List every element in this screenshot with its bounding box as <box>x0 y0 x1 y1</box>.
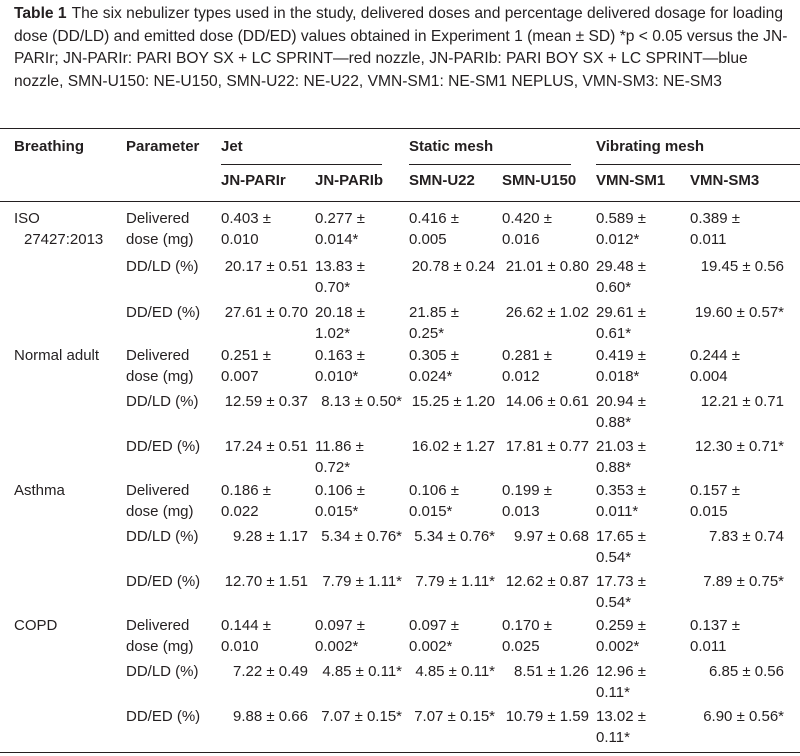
value-line: 0.244 ± <box>690 347 740 364</box>
value-cell <box>409 345 459 387</box>
value-cell <box>514 526 589 547</box>
parameter-line: Delivered <box>126 617 190 634</box>
value-line: 0.012 <box>502 368 540 385</box>
value-line: 17.65 ± <box>596 528 646 545</box>
value-cell <box>690 208 740 250</box>
top-rule <box>0 128 800 129</box>
breathing-line: 27427:2013 <box>24 231 104 248</box>
value-line: 20.17 ± 0.51 <box>224 258 308 275</box>
value-line: 12.96 ± <box>596 663 646 680</box>
value-line: 0.403 ± <box>221 210 271 227</box>
parameter-line: DD/ED (%) <box>126 438 201 455</box>
value-line: 0.010 <box>221 231 259 248</box>
value-line: 0.106 ± <box>409 482 459 499</box>
value-line: 0.70* <box>315 279 351 296</box>
parameter-label <box>126 345 194 387</box>
parameter-label <box>126 480 194 522</box>
value-line: 0.012* <box>596 231 640 248</box>
value-line: 12.70 ± 1.51 <box>224 573 308 590</box>
value-cell <box>596 436 646 478</box>
value-cell <box>233 706 308 727</box>
value-line: 0.25* <box>409 325 445 342</box>
value-cell <box>409 302 459 344</box>
value-line: 0.018* <box>596 368 640 385</box>
col-vmn-sm1: VMN-SM1 <box>596 172 666 189</box>
value-cell <box>225 391 308 412</box>
value-line: 4.85 ± 0.11* <box>415 663 495 680</box>
value-line: 0.106 ± <box>315 482 365 499</box>
value-line: 0.002* <box>315 638 359 655</box>
value-cell <box>409 615 459 657</box>
value-line: 0.007 <box>221 368 259 385</box>
value-cell <box>506 302 589 323</box>
breathing-line: ISO <box>14 210 40 227</box>
value-cell <box>412 256 495 277</box>
value-line: 0.281 ± <box>502 347 552 364</box>
value-line: 7.89 ± 0.75* <box>703 573 784 590</box>
parameter-label <box>126 391 199 412</box>
value-line: 7.07 ± 0.15* <box>414 708 495 725</box>
value-cell <box>596 345 646 387</box>
value-line: 0.010 <box>221 638 259 655</box>
value-line: 13.83 ± <box>315 258 365 275</box>
value-line: 4.85 ± 0.11* <box>322 663 402 680</box>
value-line: 0.589 ± <box>596 210 646 227</box>
value-cell <box>315 615 365 657</box>
group-jet: Jet <box>221 138 243 155</box>
parameter-line: DD/LD (%) <box>126 258 199 275</box>
group-vibrating-mesh: Vibrating mesh <box>596 138 705 155</box>
value-line: 0.002* <box>409 638 453 655</box>
value-cell <box>506 706 589 727</box>
value-line: 5.34 ± 0.76* <box>414 528 495 545</box>
value-line: 0.011 <box>690 231 727 248</box>
value-line: 0.097 ± <box>315 617 365 634</box>
value-line: 0.002* <box>596 638 640 655</box>
value-line: 20.78 ± 0.24 <box>411 258 495 275</box>
value-cell <box>315 208 365 250</box>
value-line: 20.18 ± <box>315 304 365 321</box>
value-cell <box>506 571 589 592</box>
parameter-line: DD/ED (%) <box>126 708 201 725</box>
parameter-label <box>126 526 199 547</box>
value-line: 0.88* <box>596 414 632 431</box>
parameter-line: dose (mg) <box>126 368 194 385</box>
value-line: 7.79 ± 1.11* <box>322 573 402 590</box>
value-line: 0.61* <box>596 325 632 342</box>
header-breathing: Breathing <box>14 138 85 155</box>
value-cell <box>225 436 308 457</box>
value-line: 0.004 <box>690 368 728 385</box>
value-cell <box>596 302 646 344</box>
value-cell <box>695 302 784 323</box>
col-vmn-sm3: VMN-SM3 <box>690 172 760 189</box>
value-cell <box>695 436 784 457</box>
value-line: 17.81 ± 0.77 <box>505 438 589 455</box>
value-cell <box>703 706 784 727</box>
value-cell <box>596 208 646 250</box>
value-line: 10.79 ± 1.59 <box>505 708 589 725</box>
value-cell <box>315 436 364 478</box>
value-line: 21.85 ± <box>409 304 459 321</box>
parameter-line: DD/ED (%) <box>126 304 201 321</box>
value-line: 7.22 ± 0.49 <box>233 663 308 680</box>
value-line: 12.62 ± 0.87 <box>505 573 589 590</box>
value-line: 26.62 ± 1.02 <box>505 304 589 321</box>
value-line: 6.85 ± 0.56 <box>709 663 784 680</box>
value-cell <box>709 661 784 682</box>
value-line: 17.73 ± <box>596 573 646 590</box>
value-line: 9.88 ± 0.66 <box>233 708 308 725</box>
value-cell <box>415 571 495 592</box>
value-cell <box>596 571 646 613</box>
value-line: 21.01 ± 0.80 <box>505 258 589 275</box>
value-line: 0.259 ± <box>596 617 646 634</box>
parameter-label <box>126 615 194 657</box>
parameter-label <box>126 302 200 323</box>
value-line: 0.277 ± <box>315 210 365 227</box>
header-rule <box>0 201 800 202</box>
group-rule-vibrating <box>596 164 800 165</box>
value-line: 0.199 ± <box>502 482 552 499</box>
value-line: 0.60* <box>596 279 632 296</box>
value-cell <box>596 480 646 522</box>
col-smn-u22: SMN-U22 <box>409 172 475 189</box>
value-line: 5.34 ± 0.76* <box>321 528 402 545</box>
value-line: 0.097 ± <box>409 617 459 634</box>
value-line: 0.11* <box>596 729 630 746</box>
value-cell <box>221 345 271 387</box>
value-line: 0.419 ± <box>596 347 646 364</box>
value-line: 0.170 ± <box>502 617 552 634</box>
value-line: 7.07 ± 0.15* <box>321 708 402 725</box>
value-cell <box>415 661 495 682</box>
parameter-label <box>126 706 200 727</box>
value-line: 16.02 ± 1.27 <box>411 438 495 455</box>
value-line: 0.353 ± <box>596 482 646 499</box>
value-cell <box>701 256 784 277</box>
value-line: 15.25 ± 1.20 <box>411 393 495 410</box>
value-line: 0.54* <box>596 549 632 566</box>
value-cell <box>506 256 589 277</box>
value-line: 0.014* <box>315 231 359 248</box>
caption-label: Table 1 <box>14 5 67 22</box>
table-caption <box>14 3 798 93</box>
value-line: 19.45 ± 0.56 <box>700 258 784 275</box>
value-cell <box>690 345 740 387</box>
value-cell <box>315 302 365 344</box>
col-jn-parir: JN-PARIr <box>221 172 286 189</box>
value-line: 0.420 ± <box>502 210 552 227</box>
value-line: 8.13 ± 0.50* <box>321 393 402 410</box>
value-line: 12.30 ± 0.71* <box>694 438 784 455</box>
value-cell <box>414 526 495 547</box>
value-line: 19.60 ± 0.57* <box>694 304 784 321</box>
value-cell <box>596 706 646 748</box>
value-cell <box>315 345 365 387</box>
value-cell <box>709 526 784 547</box>
value-cell <box>315 480 365 522</box>
value-cell <box>322 571 402 592</box>
value-line: 12.21 ± 0.71 <box>700 393 784 410</box>
value-cell <box>506 436 589 457</box>
value-line: 0.305 ± <box>409 347 459 364</box>
value-line: 7.83 ± 0.74 <box>709 528 784 545</box>
parameter-label <box>126 436 200 457</box>
value-cell <box>690 615 740 657</box>
parameter-line: Delivered <box>126 210 190 227</box>
value-cell <box>596 661 646 703</box>
parameter-line: dose (mg) <box>126 231 194 248</box>
value-cell <box>412 391 495 412</box>
value-line: 14.06 ± 0.61 <box>505 393 589 410</box>
value-line: 9.97 ± 0.68 <box>514 528 589 545</box>
value-cell <box>315 256 365 298</box>
value-cell <box>703 571 784 592</box>
parameter-label <box>126 208 194 250</box>
value-line: 0.416 ± <box>409 210 459 227</box>
value-cell <box>321 706 402 727</box>
value-cell <box>514 661 589 682</box>
value-cell <box>596 391 646 433</box>
value-cell <box>701 391 784 412</box>
parameter-line: Delivered <box>126 347 190 364</box>
parameter-label <box>126 256 199 277</box>
value-line: 0.157 ± <box>690 482 740 499</box>
value-cell <box>221 480 271 522</box>
group-rule-static <box>409 164 571 165</box>
bottom-rule <box>0 752 800 753</box>
value-cell <box>412 436 495 457</box>
parameter-label <box>126 571 200 592</box>
value-line: 11.86 ± <box>315 438 364 455</box>
value-line: 0.389 ± <box>690 210 740 227</box>
value-cell <box>506 391 589 412</box>
value-cell <box>409 208 459 250</box>
value-line: 0.11* <box>596 684 630 701</box>
value-line: 0.015 <box>690 503 728 520</box>
value-cell <box>321 526 402 547</box>
value-line: 13.02 ± <box>596 708 646 725</box>
value-cell <box>596 526 646 568</box>
value-line: 0.88* <box>596 459 632 476</box>
value-line: 0.137 ± <box>690 617 740 634</box>
value-cell <box>596 615 646 657</box>
value-cell <box>596 256 646 298</box>
value-line: 0.015* <box>409 503 453 520</box>
value-cell <box>690 480 740 522</box>
value-cell <box>233 661 308 682</box>
value-line: 0.011* <box>596 503 639 520</box>
value-line: 7.79 ± 1.11* <box>415 573 495 590</box>
value-cell <box>321 391 402 412</box>
header-parameter: Parameter <box>126 138 200 155</box>
value-line: 1.02* <box>315 325 351 342</box>
value-line: 0.186 ± <box>221 482 271 499</box>
value-cell <box>225 302 308 323</box>
parameter-line: DD/ED (%) <box>126 573 201 590</box>
breathing-line: Normal adult <box>14 347 100 364</box>
value-line: 0.010* <box>315 368 359 385</box>
value-line: 20.94 ± <box>596 393 646 410</box>
value-cell <box>322 661 402 682</box>
value-cell <box>502 615 552 657</box>
value-line: 12.59 ± 0.37 <box>224 393 308 410</box>
value-cell <box>233 526 308 547</box>
value-line: 0.72* <box>315 459 351 476</box>
parameter-line: DD/LD (%) <box>126 663 199 680</box>
value-cell <box>221 615 271 657</box>
breathing-label <box>14 208 103 250</box>
value-line: 27.61 ± 0.70 <box>224 304 308 321</box>
value-line: 29.61 ± <box>596 304 646 321</box>
value-line: 0.163 ± <box>315 347 365 364</box>
value-line: 9.28 ± 1.17 <box>233 528 308 545</box>
parameter-line: DD/LD (%) <box>126 393 199 410</box>
breathing-label <box>14 345 99 366</box>
parameter-line: dose (mg) <box>126 638 194 655</box>
value-line: 0.013 <box>502 503 540 520</box>
breathing-line: Asthma <box>14 482 65 499</box>
breathing-line: COPD <box>14 617 58 634</box>
value-cell <box>502 480 552 522</box>
parameter-line: dose (mg) <box>126 503 194 520</box>
value-cell <box>409 480 459 522</box>
value-line: 6.90 ± 0.56* <box>703 708 784 725</box>
value-line: 0.251 ± <box>221 347 271 364</box>
value-cell <box>225 571 308 592</box>
value-line: 29.48 ± <box>596 258 646 275</box>
col-smn-u150: SMN-U150 <box>502 172 577 189</box>
value-line: 0.005 <box>409 231 447 248</box>
value-line: 0.011 <box>690 638 727 655</box>
value-cell <box>221 208 271 250</box>
parameter-label <box>126 661 199 682</box>
value-cell <box>502 345 552 387</box>
value-line: 0.144 ± <box>221 617 271 634</box>
value-line: 8.51 ± 1.26 <box>514 663 589 680</box>
value-cell <box>414 706 495 727</box>
caption-text: The six nebulizer types used in the study, delivered doses and percentage delivered dosage for loading dose (DD/LD) and emitted dose (DD/ED) values obtained in Experiment 1 (mean ± SD) *p < 0.05 versus the JN-PARIr; JN-PARIr: PARI BOY SX + LC SPRINT—red nozzle, JN-PARIb: PARI BOY SX + LC SPRINT—blue nozzle, SMN-U150: NE-U150, SMN-U22: NE-U22, VMN-SM1: NE-SM1 NEPLUS, VMN-SM3: NE-SM3 <box>14 5 788 90</box>
value-line: 0.54* <box>596 594 632 611</box>
value-line: 21.03 ± <box>596 438 646 455</box>
parameter-line: Delivered <box>126 482 190 499</box>
value-line: 0.015* <box>315 503 359 520</box>
parameter-line: DD/LD (%) <box>126 528 199 545</box>
value-cell <box>225 256 308 277</box>
breathing-label <box>14 615 57 636</box>
value-line: 0.016 <box>502 231 540 248</box>
value-cell <box>502 208 552 250</box>
value-line: 0.022 <box>221 503 259 520</box>
value-line: 0.024* <box>409 368 453 385</box>
group-static-mesh: Static mesh <box>409 138 494 155</box>
value-line: 0.025 <box>502 638 540 655</box>
group-rule-jet <box>221 164 382 165</box>
value-line: 17.24 ± 0.51 <box>224 438 308 455</box>
col-jn-parib: JN-PARIb <box>315 172 384 189</box>
breathing-label <box>14 480 65 501</box>
